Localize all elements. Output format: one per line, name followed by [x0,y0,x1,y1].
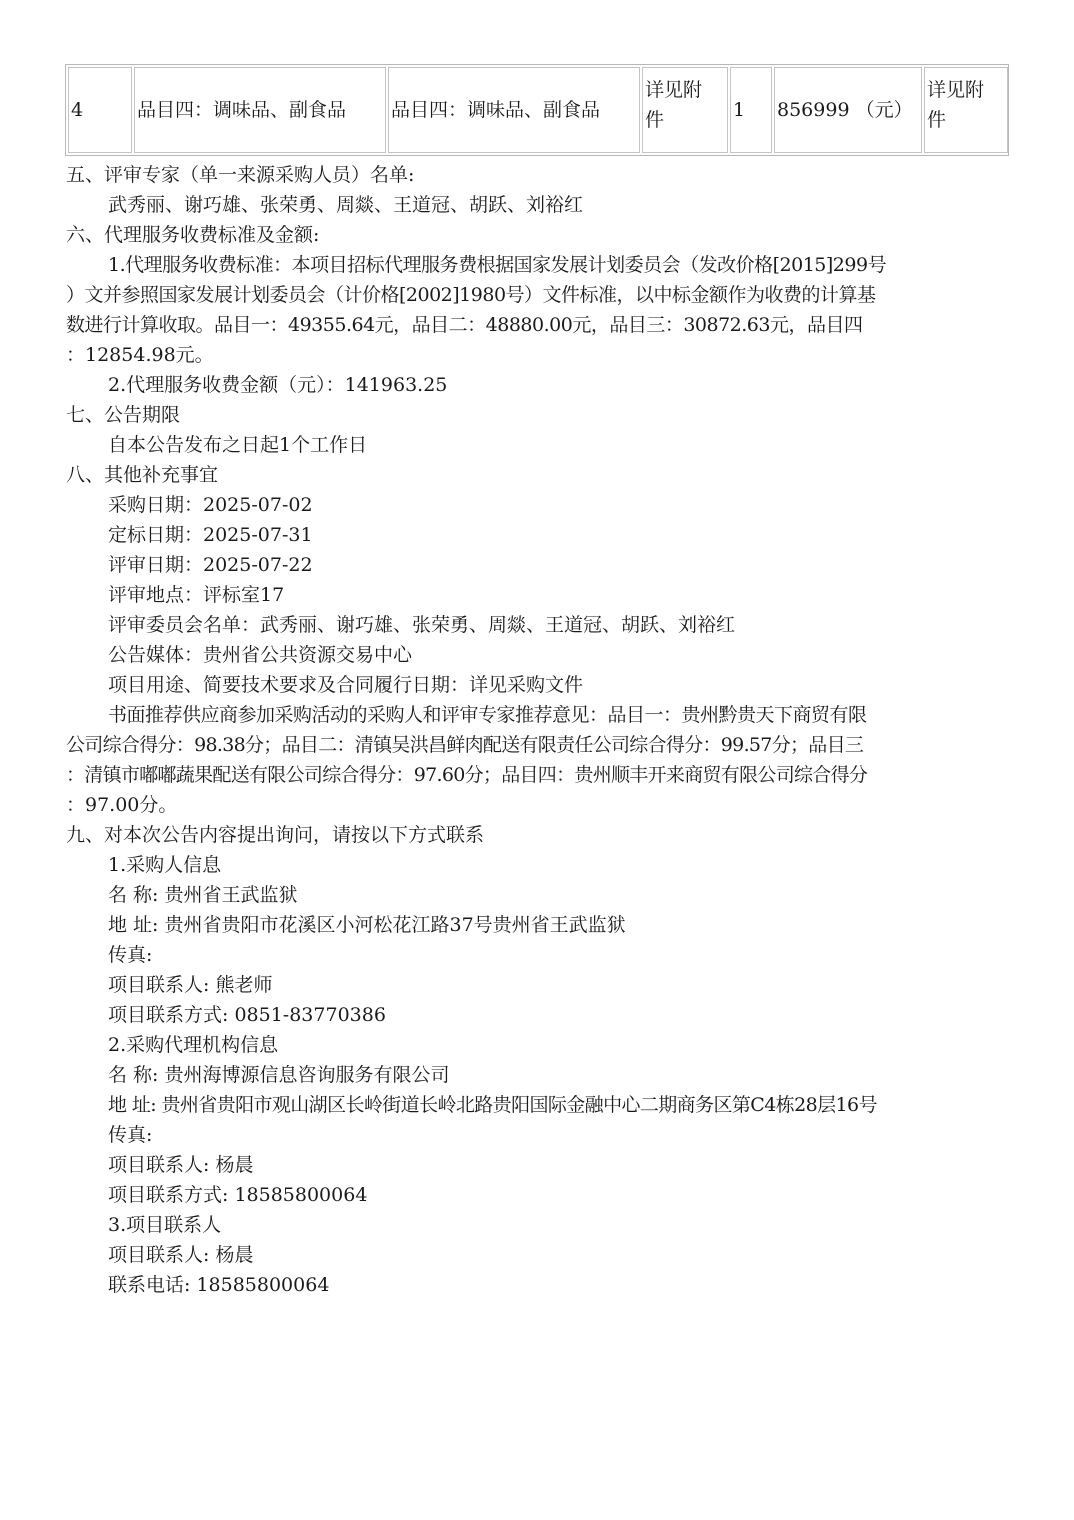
fee-standard-line-4: ：12854.98元。 [66,344,214,366]
note-line-2: 件 [927,109,947,131]
item-b-text: 品目四：调味品、副食品 [391,99,601,121]
review-date: 评审日期：2025-07-22 [108,554,313,576]
agent-address: 地 址: 贵州省贵阳市观山湖区长岭街道长岭北路贵阳国际金融中心二期商务区第C4栋28层16号 [108,1094,877,1116]
notice-body [66,160,1011,1300]
fee-standard-line-3: 数进行计算收取。品目一：49355.64元，品目二：48880.00元，品目三：30872.63元，品目四 [66,314,863,336]
recommendation-line-3: ：清镇市嘟嘟蔬果配送有限公司综合得分：97.60分；品目四：贵州顺丰开来商贸有限公司综合得分 [66,764,868,786]
project-usage: 项目用途、简要技术要求及合同履行日期：详见采购文件 [108,674,584,696]
buyer-name: 名 称: 贵州省王武监狱 [108,884,298,906]
review-committee: 评审委员会名单：武秀丽、谢巧雄、张荣勇、周燚、王道冠、胡跃、刘裕红 [108,614,736,636]
recommendation-line-2: 公司综合得分：98.38分；品目二：清镇吴洪昌鲜肉配送有限责任公司综合得分：99.57分；品目三 [66,734,864,756]
table-cell-qty [730,67,772,153]
agent-contact: 项目联系人: 杨晨 [108,1154,254,1176]
spec-line-1: 详见附 [645,79,703,101]
table-cell-note [924,67,1008,153]
experts-list: 武秀丽、谢巧雄、张荣勇、周燚、王道冠、胡跃、刘裕红 [108,194,584,216]
table-cell-index [68,67,132,153]
price-text: 856999 （元） [777,99,913,121]
buyer-address: 地 址: 贵州省贵阳市花溪区小河松花江路37号贵州省王武监狱 [108,914,626,936]
purchase-date: 采购日期：2025-07-02 [108,494,313,516]
fee-standard-line-1: 1.代理服务收费标准：本项目招标代理服务费根据国家发展计划委员会（发改价格[2015]299号 [108,254,887,276]
project-contact: 项目联系人: 杨晨 [108,1244,254,1266]
recommendation-line-4: ：97.00分。 [66,794,178,816]
section-7-title: 七、公告期限 [66,404,181,426]
project-contact-title: 3.项目联系人 [108,1214,222,1236]
section-5-title: 五、评审专家（单一来源采购人员）名单: [66,164,415,186]
buyer-fax: 传真: [108,944,153,966]
qty-text: 1 [733,99,746,121]
index-text: 4 [71,99,84,121]
item-a-text: 品目四：调味品、副食品 [137,99,347,121]
table-cell-price [774,67,922,153]
recommendation-line-1: 书面推荐供应商参加采购活动的采购人和评审专家推荐意见：品目一：贵州黔贵天下商贸有限 [108,704,867,726]
note-line-1: 详见附 [927,79,985,101]
table-cell-item-a [134,67,386,153]
agent-phone: 项目联系方式: 18585800064 [108,1184,368,1206]
items-table [65,64,1009,156]
agent-info-title: 2.采购代理机构信息 [108,1034,279,1056]
notice-period: 自本公告发布之日起1个工作日 [108,434,368,456]
notice-media: 公告媒体：贵州省公共资源交易中心 [108,644,413,666]
fee-standard-line-2: ）文并参照国家发展计划委员会（计价格[2002]1980号）文件标准，以中标金额作为收费的计算基 [66,284,876,306]
review-place: 评审地点：评标室17 [108,584,285,606]
project-phone: 联系电话: 18585800064 [108,1274,330,1296]
section-9-title: 九、对本次公告内容提出询问，请按以下方式联系 [66,824,485,846]
buyer-contact: 项目联系人: 熊老师 [108,974,273,996]
section-8-title: 八、其他补充事宜 [66,464,219,486]
table-cell-spec [642,67,728,153]
buyer-phone: 项目联系方式: 0851-83770386 [108,1004,386,1026]
section-6-title: 六、代理服务收费标准及金额: [66,224,320,246]
buyer-info-title: 1.采购人信息 [108,854,222,876]
spec-line-2: 件 [645,109,665,131]
table-cell-item-b [388,67,640,153]
agent-fax: 传真: [108,1124,153,1146]
agent-name: 名 称: 贵州海博源信息咨询服务有限公司 [108,1064,450,1086]
award-date: 定标日期：2025-07-31 [108,524,313,546]
fee-amount: 2.代理服务收费金额（元）：141963.25 [108,374,448,396]
